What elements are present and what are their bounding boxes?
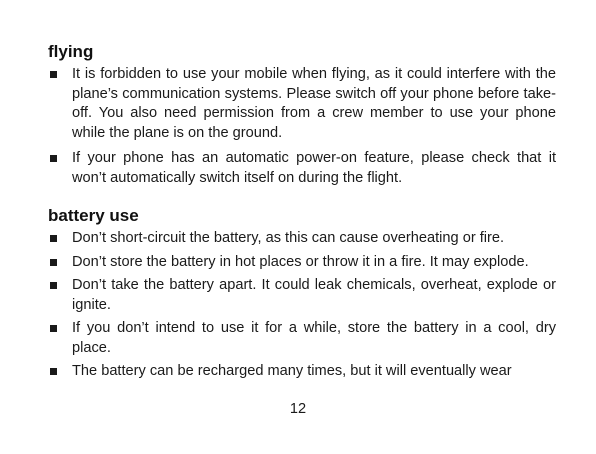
list-item <box>48 65 556 143</box>
page-number: 12 <box>289 401 307 417</box>
list-item-text: Don’t store the battery in hot places or throw it in a fire. It may explode. <box>72 253 529 270</box>
list-item-text: It is forbidden to use your mobile when flying, as it could interfere with the plane’s communication systems. Please switch off your phone before take-off. You also need permission from a crew member to use your phone while the plane is on the ground. <box>72 66 556 141</box>
square-bullet-icon <box>50 282 57 289</box>
square-bullet-icon <box>50 155 57 162</box>
section-heading-flying: flying <box>48 42 94 61</box>
list-item-text: The battery can be recharged many times, but it will eventually wear <box>72 363 512 379</box>
square-bullet-icon <box>50 71 57 78</box>
square-bullet-icon <box>50 325 57 332</box>
list-item-text: If your phone has an automatic power-on feature, please check that it won’t automatically switch itself on during the flight. <box>72 150 556 186</box>
list-item-text: Don’t take the battery apart. It could leak chemicals, overheat, explode or ignite. <box>72 277 556 313</box>
square-bullet-icon <box>50 235 57 242</box>
square-bullet-icon <box>50 368 57 375</box>
list-item-text: Don’t short-circuit the battery, as this can cause overheating or fire. <box>72 230 505 246</box>
bullet-list-flying <box>48 65 556 188</box>
section-battery-use <box>48 206 556 386</box>
list-item <box>48 362 556 382</box>
section-flying <box>48 42 556 194</box>
list-item <box>48 253 556 273</box>
list-item <box>48 276 556 315</box>
square-bullet-icon <box>50 259 57 266</box>
section-heading-battery-use: battery use <box>48 206 139 225</box>
list-item <box>48 229 556 249</box>
list-item <box>48 149 556 188</box>
bullet-list-battery-use <box>48 229 556 382</box>
list-item-text: If you don’t intend to use it for a while, store the battery in a cool, dry place. <box>72 320 556 356</box>
list-item <box>48 319 556 358</box>
